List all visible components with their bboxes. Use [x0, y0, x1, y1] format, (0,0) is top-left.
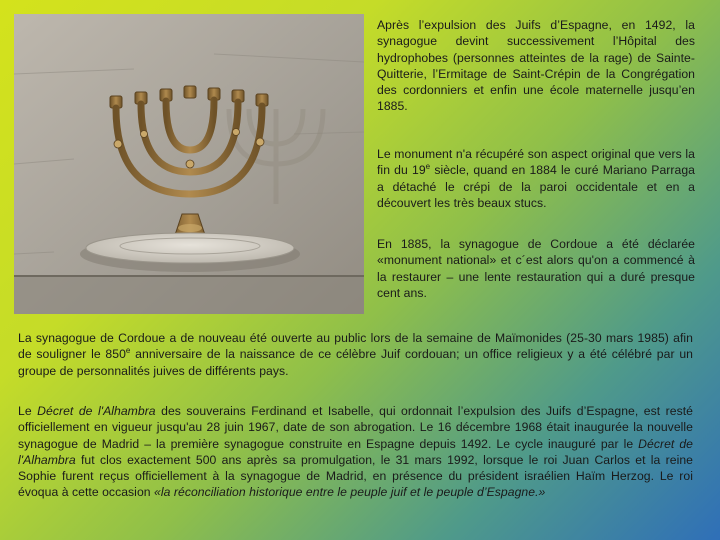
paragraph-alhambra-decree	[18, 403, 693, 501]
italic-text: Décret de l'Alhambra	[18, 436, 693, 467]
paragraph-text: anniversaire de la naissance de ce célèbre Juif cordouan; un office religieux y a été célébré par un groupe de personnalités juives de différents pays.	[18, 347, 693, 378]
paragraph-text: Après l’expulsion des Juifs d’Espagne, en 1492, la synagogue devint successivement l’Hôpital des hydrophobes (personnes atteintes de la rage) de Sainte-Quitterie, l’Ermitage de Saint-Crépin de la Congrégation des cordonniers et enfin une école maternelle jusqu’en 1885.	[377, 18, 695, 114]
superscript: e	[125, 346, 131, 356]
paragraph-text: des souverains Ferdinand et Isabelle, qui ordonnait l’expulsion des Juifs d’Espagne, est resté officiellement en vigueur jusqu'au 28 juin 1967, date de son abrogation. Le 16 décembre 1968 était inaugurée la nouvelle synagogue de Madrid – la première synagogue construite en Espagne depuis 1492. Le cycle inauguré par le	[18, 404, 693, 451]
italic-quote: «la réconciliation historique entre le peuple juif et le peuple d’Espagne.»	[154, 485, 546, 500]
menorah-photo	[14, 14, 364, 314]
paragraph-text: La synagogue de Cordoue a de nouveau été ouverte au public lors de la semaine de Maïmonides (25-30 mars 1985) afin de souligner le 850	[18, 331, 693, 362]
paragraph-national-monument	[377, 236, 695, 301]
paragraph-expulsion-history	[377, 17, 695, 115]
superscript: e	[425, 162, 431, 172]
paragraph-text: siècle, quand en 1884 le curé Mariano Parraga a détaché le crépi de la paroi occidentale et en a découvert les très beaux stucs.	[377, 163, 695, 210]
menorah-image	[14, 14, 364, 314]
paragraph-restoration-19th-century	[377, 146, 695, 211]
paragraph-text: Le	[18, 404, 38, 418]
paragraph-maimonides-reopening	[18, 330, 693, 379]
paragraph-text: En 1885, la synagogue de Cordoue a été déclarée «monument national» et c´est alors qu'on a commencé à la restaurer – une lente restauration qui a duré presque cent ans.	[377, 237, 695, 300]
paragraph-text: fut clos exactement 500 ans après sa promulgation, le 31 mars 1992, lorsque le roi Juan Carlos et la reine Sophie furent reçus officiellement à la synagogue de Madrid, en présence du président israélien Haïm Herzog. Le roi évoqua à cette occasion	[18, 452, 693, 500]
paragraph-text: Le monument n'a récupéré son aspect original que vers la fin du 19	[377, 147, 695, 178]
italic-text: Décret de l'Alhambra	[37, 404, 156, 418]
